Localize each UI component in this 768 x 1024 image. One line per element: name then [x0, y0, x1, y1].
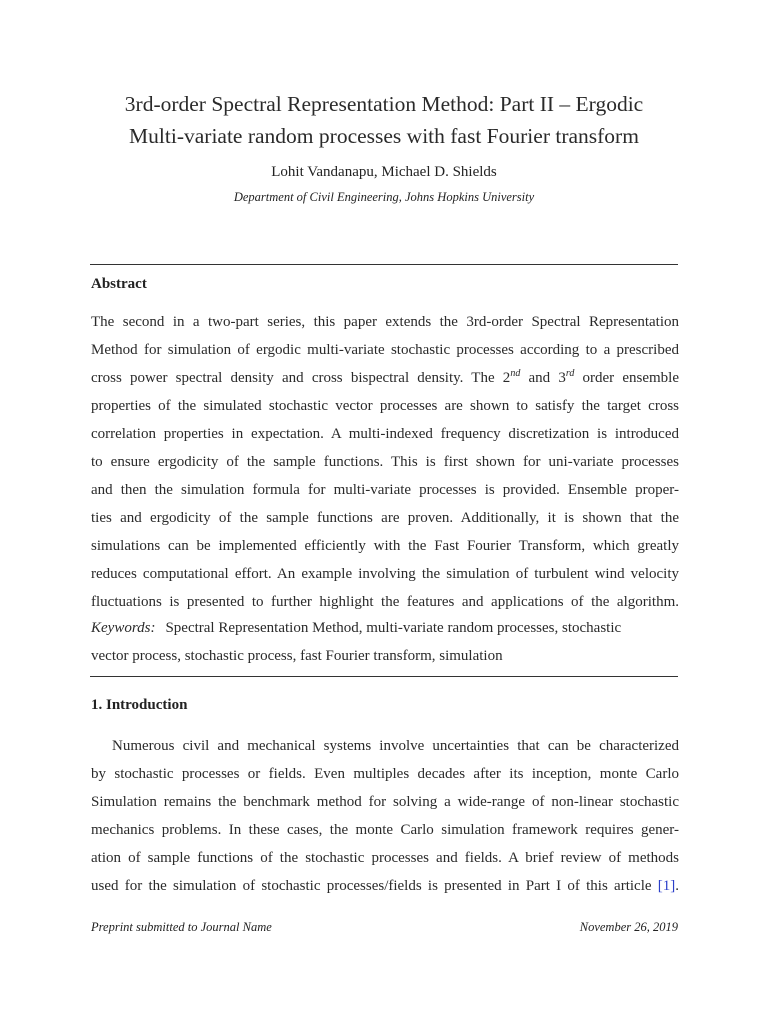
abstract-line: to ensure ergodicity of the sample functions. This is first shown for uni-variate processes — [91, 454, 679, 470]
affiliation: Department of Civil Engineering, Johns Hopkins University — [233, 190, 535, 204]
citation-link[interactable]: [1] — [657, 878, 676, 894]
abstract-line: reduces computational effort. An example involving the simulation of turbulent wind velocity — [91, 566, 679, 582]
superscript-nd: nd — [510, 368, 521, 379]
footer-journal: Preprint submitted to Journal Name — [91, 920, 272, 934]
keywords-label: Keywords: — [91, 620, 156, 636]
keywords-line — [91, 614, 679, 642]
author-list: Lohit Vandanapu, Michael D. Shields — [271, 164, 497, 180]
abstract-body — [91, 308, 679, 616]
intro-line: Simulation remains the benchmark method for solving a wide-range of non-linear stochastic — [91, 794, 679, 810]
abstract-line: properties of the simulated stochastic vector processes are shown to satisfy the target cross — [91, 398, 679, 414]
abstract-line — [91, 364, 679, 392]
introduction-body — [91, 732, 679, 900]
intro-line: by stochastic processes or fields. Even multiples decades after its inception, monte Carlo — [91, 766, 679, 782]
superscript-rd: rd — [565, 368, 575, 379]
intro-text: . — [675, 878, 679, 894]
abstract-text: and 3 — [520, 370, 566, 386]
abstract-line: ties and ergodicity of the sample functions are proven. Additionally, it is shown that the — [91, 510, 679, 526]
intro-line: Numerous civil and mechanical systems involve uncertainties that can be characterized — [112, 738, 679, 754]
abstract-line: The second in a two-part series, this paper extends the 3rd-order Spectral Representation — [91, 314, 679, 330]
paper-title — [60, 88, 708, 152]
abstract-text: order ensemble — [574, 370, 680, 386]
abstract-heading: Abstract — [91, 276, 147, 292]
intro-line: mechanics problems. In these cases, the monte Carlo simulation framework requires gener- — [91, 822, 679, 838]
intro-line — [91, 872, 679, 900]
keywords-text: Spectral Representation Method, multi-variate random processes, stochastic — [165, 620, 622, 636]
abstract-bottom-rule — [90, 676, 678, 677]
abstract-line: simulations can be implemented efficiently with the Fast Fourier Transform, which greatly — [91, 538, 679, 554]
abstract-text: cross power spectral density and cross bispectral density. The 2 — [91, 370, 511, 386]
title-line-2: Multi-variate random processes with fast Fourier transform — [129, 124, 639, 148]
abstract-line: Method for simulation of ergodic multi-variate stochastic processes according to a prescribed — [91, 342, 679, 358]
footer-date: November 26, 2019 — [579, 920, 678, 934]
abstract-line: and then the simulation formula for multi-variate processes is provided. Ensemble proper- — [91, 482, 679, 498]
abstract-top-rule — [90, 264, 678, 265]
introduction-heading: 1. Introduction — [91, 697, 188, 713]
intro-text: used for the simulation of stochastic processes/fields is presented in Part I of this article — [91, 878, 658, 894]
keywords-block — [91, 614, 679, 670]
keywords-line: vector process, stochastic process, fast Fourier transform, simulation — [91, 648, 503, 664]
abstract-line: correlation properties in expectation. A multi-indexed frequency discretization is introduced — [91, 426, 679, 442]
intro-line: ation of sample functions of the stochastic processes and fields. A brief review of methods — [91, 850, 679, 866]
title-line-1: 3rd-order Spectral Representation Method: Part II – Ergodic — [124, 92, 644, 116]
abstract-line: fluctuations is presented to further highlight the features and applications of the algorithm. — [91, 594, 679, 610]
